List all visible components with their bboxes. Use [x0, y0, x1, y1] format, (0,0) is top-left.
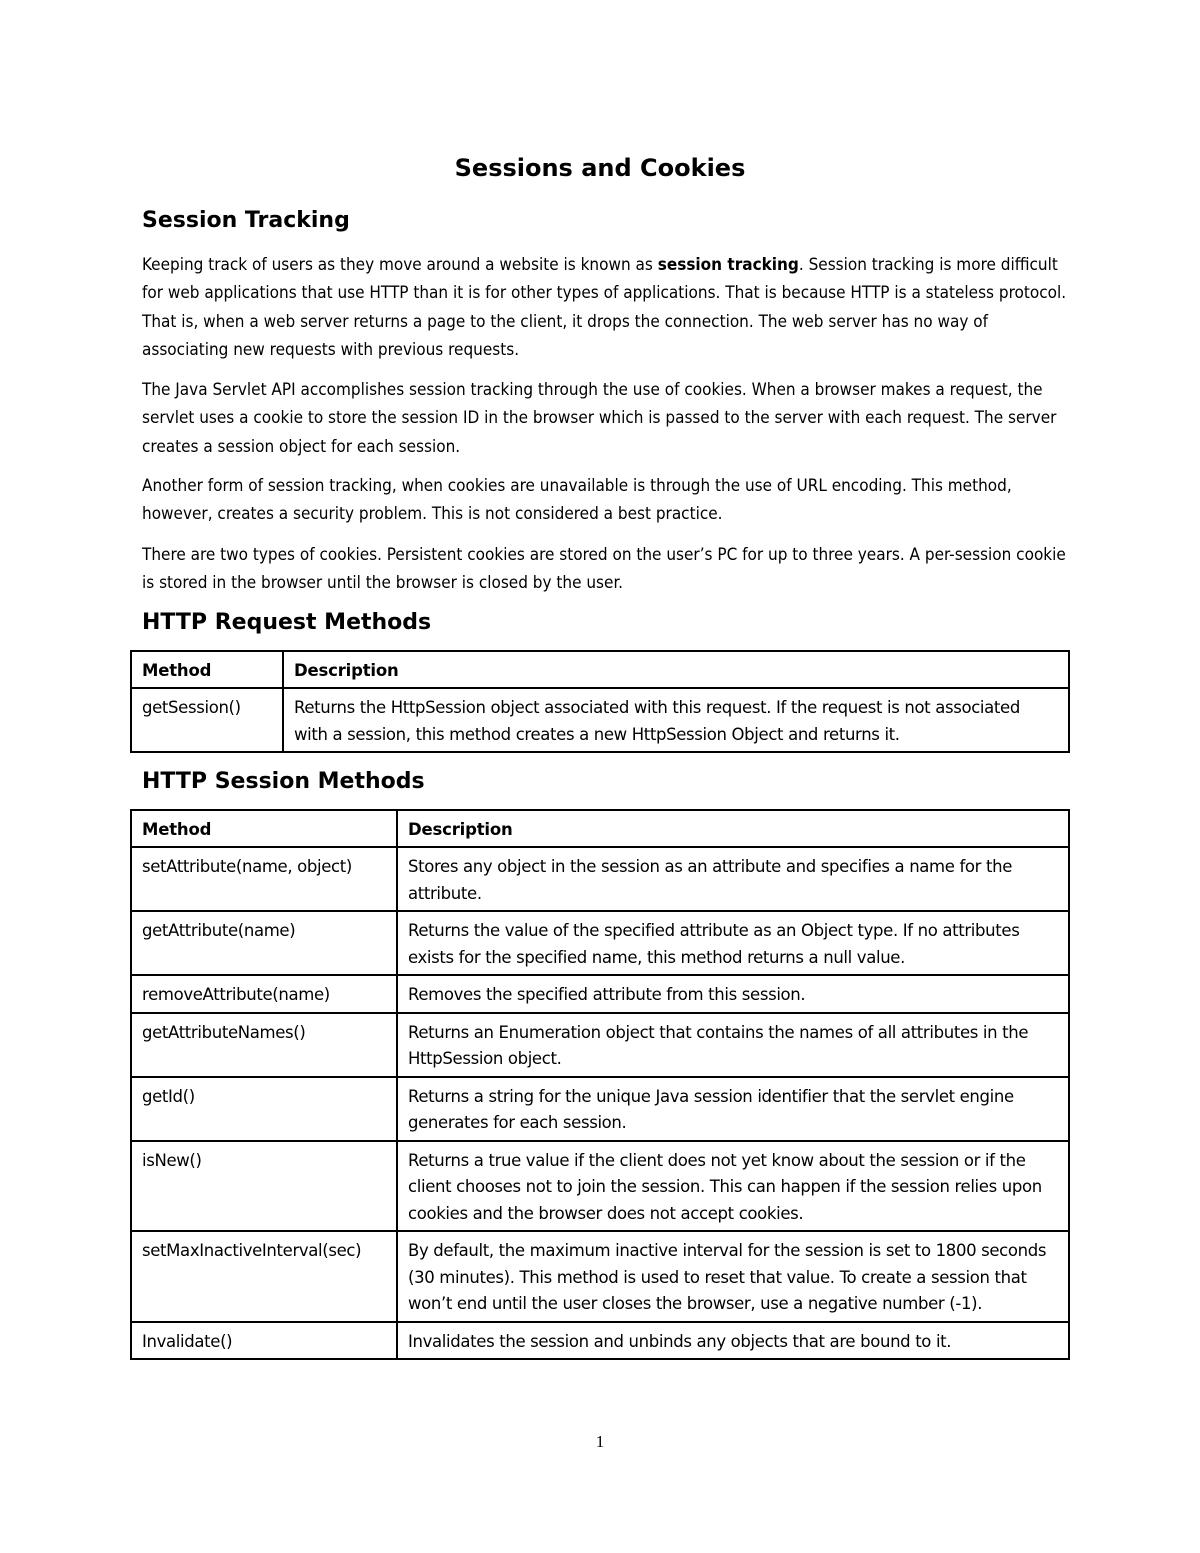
- method-cell: getSession(): [131, 688, 283, 752]
- description-cell: By default, the maximum inactive interval for the session is set to 1800 seconds (30 minutes). This method is used to reset that value. To create a session that won’t end until the user closes the browser, use a negative number (-1).: [397, 1231, 1069, 1322]
- method-cell: removeAttribute(name): [131, 975, 397, 1013]
- paragraph-session-tracking-intro: [142, 251, 1072, 364]
- table-row: [131, 1077, 1069, 1141]
- session-methods-table: [130, 809, 1070, 1360]
- request-methods-table: [130, 650, 1070, 753]
- column-header-description: Description: [397, 810, 1069, 847]
- paragraph-text: . Session tracking is more difficult for web applications that use HTTP than it is for other types of applications. That is because HTTP is a stateless protocol. That is, when a web server returns a page to the client, it drops the connection. The web server has no way of associating new requests with previous requests.: [142, 255, 1067, 360]
- table-row: [131, 847, 1069, 911]
- table-row: [131, 1231, 1069, 1322]
- description-cell: Returns a string for the unique Java session identifier that the servlet engine generates for each session.: [397, 1077, 1069, 1141]
- table-row: [131, 1013, 1069, 1077]
- table-header-row: [131, 651, 1069, 688]
- page-title: Sessions and Cookies: [454, 154, 746, 182]
- description-cell: Returns an Enumeration object that contains the names of all attributes in the HttpSession object.: [397, 1013, 1069, 1077]
- description-cell: Returns the value of the specified attribute as an Object type. If no attributes exists for the specified name, this method returns a null value.: [397, 911, 1069, 975]
- paragraph-url-encoding: Another form of session tracking, when cookies are unavailable is through the use of URL encoding. This method, however, creates a security problem. This is not considered a best practice.: [142, 476, 1012, 525]
- description-cell: Returns a true value if the client does not yet know about the session or if the client chooses not to join the session. This can happen if the session relies upon cookies and the browser does not accept cookies.: [397, 1141, 1069, 1232]
- table-header-row: [131, 810, 1069, 847]
- section-heading-session-tracking: Session Tracking: [142, 208, 350, 233]
- method-cell: getAttributeNames(): [131, 1013, 397, 1077]
- table-row: [131, 1322, 1069, 1360]
- section-heading-http-session-methods: HTTP Session Methods: [142, 769, 425, 794]
- column-header-description: Description: [283, 651, 1069, 688]
- paragraph-servlet-api: The Java Servlet API accomplishes session tracking through the use of cookies. When a browser makes a request, the servlet uses a cookie to store the session ID in the browser which is passed to the server with each request. The server creates a session object for each session.: [142, 380, 1057, 457]
- bold-term: session tracking: [657, 255, 799, 275]
- method-cell: setMaxInactiveInterval(sec): [131, 1231, 397, 1322]
- column-header-method: Method: [131, 651, 283, 688]
- method-cell: getAttribute(name): [131, 911, 397, 975]
- method-cell: getId(): [131, 1077, 397, 1141]
- description-cell: Removes the specified attribute from this session.: [397, 975, 1069, 1013]
- paragraph-text: Keeping track of users as they move around a website is known as: [142, 255, 658, 275]
- description-cell: Stores any object in the session as an attribute and specifies a name for the attribute.: [397, 847, 1069, 911]
- page-number: 1: [595, 1432, 605, 1451]
- document-page: [130, 0, 1070, 1553]
- column-header-method: Method: [131, 810, 397, 847]
- table-row: [131, 911, 1069, 975]
- method-cell: setAttribute(name, object): [131, 847, 397, 911]
- description-cell: Invalidates the session and unbinds any objects that are bound to it.: [397, 1322, 1069, 1360]
- method-cell: isNew(): [131, 1141, 397, 1232]
- paragraph-cookie-types: There are two types of cookies. Persistent cookies are stored on the user’s PC for up to three years. A per-session cookie is stored in the browser until the browser is closed by the user.: [142, 545, 1066, 594]
- section-heading-http-request-methods: HTTP Request Methods: [142, 610, 432, 635]
- table-row: [131, 1141, 1069, 1232]
- method-cell: Invalidate(): [131, 1322, 397, 1360]
- table-row: [131, 688, 1069, 752]
- table-row: [131, 975, 1069, 1013]
- description-cell: Returns the HttpSession object associated with this request. If the request is not associated with a session, this method creates a new HttpSession Object and returns it.: [283, 688, 1069, 752]
